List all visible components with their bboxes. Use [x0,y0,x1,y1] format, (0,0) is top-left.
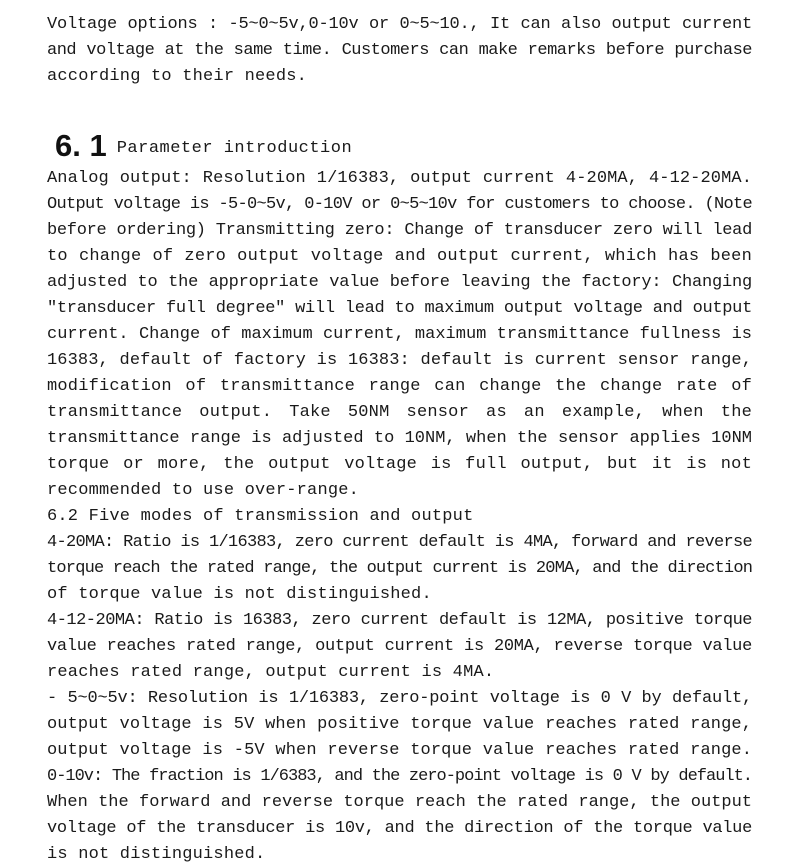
body-line: value reaches rated range, output current is 20MA, reverse torque value [47,637,752,656]
body-line: "transducer full degree" will lead to maximum output voltage and output [47,299,752,318]
body-line: 16383, default of factory is 16383: default is current sensor range, [47,351,752,370]
body-line: output voltage is -5V when reverse torque value reaches rated range. [47,741,752,760]
section-title: Parameter introduction [116,139,353,158]
intro-line: Voltage options : -5~0~5v,0-10v or 0~5~10., It can also output current [47,15,752,34]
body-line: When the forward and reverse torque reach the rated range, the output [47,793,752,812]
body-line: before ordering) Transmitting zero: Change of transducer zero will lead [47,221,752,240]
body-line: transmittance output. Take 50NM sensor as an example, when the [47,403,752,422]
body-line: modification of transmittance range can change the change rate of [47,377,752,396]
intro-line: and voltage at the same time. Customers can make remarks before purchase [47,41,752,60]
body-line: reaches rated range, output current is 4MA. [47,663,495,682]
body-text [47,166,752,868]
body-line: adjusted to the appropriate value before leaving the factory: Changing [47,273,752,292]
body-line: transmittance range is adjusted to 10NM, when the sensor applies 10NM [47,429,752,448]
body-line: current. Change of maximum current, maximum transmittance fullness is [47,325,752,344]
body-line: of torque value is not distinguished. [47,585,432,604]
body-line: torque reach the rated range, the output current is 20MA, and the direction [47,559,753,578]
body-line: 4-20MA: Ratio is 1/16383, zero current default is 4MA, forward and reverse [47,533,752,552]
body-line: output voltage is 5V when positive torque value reaches rated range, [47,715,752,734]
body-line: 4-12-20MA: Ratio is 16383, zero current default is 12MA, positive torque [47,611,752,630]
body-line: voltage of the transducer is 10v, and the direction of the torque value [47,819,752,838]
body-line: - 5~0~5v: Resolution is 1/16383, zero-point voltage is 0 V by default, [47,689,752,708]
body-line: Analog output: Resolution 1/16383, output current 4-20MA, 4-12-20MA. [47,169,752,188]
intro-paragraph [47,12,752,90]
document-page [47,10,752,868]
body-line: recommended to use over-range. [47,481,360,500]
body-line: 6.2 Five modes of transmission and output [47,507,474,526]
section-number: 6. 1 [55,128,107,163]
section-heading [55,124,752,164]
body-line: torque or more, the output voltage is full output, but it is not [47,455,752,474]
intro-line: according to their needs. [47,67,308,86]
body-line: Output voltage is -5-0~5v, 0-10V or 0~5~10v for customers to choose. (Note [47,195,752,214]
body-line: is not distinguished. [47,845,266,864]
body-line: to change of zero output voltage and output current, which has been [47,247,752,266]
body-line: 0-10v: The fraction is 1/6383, and the zero-point voltage is 0 V by default. [47,767,752,786]
